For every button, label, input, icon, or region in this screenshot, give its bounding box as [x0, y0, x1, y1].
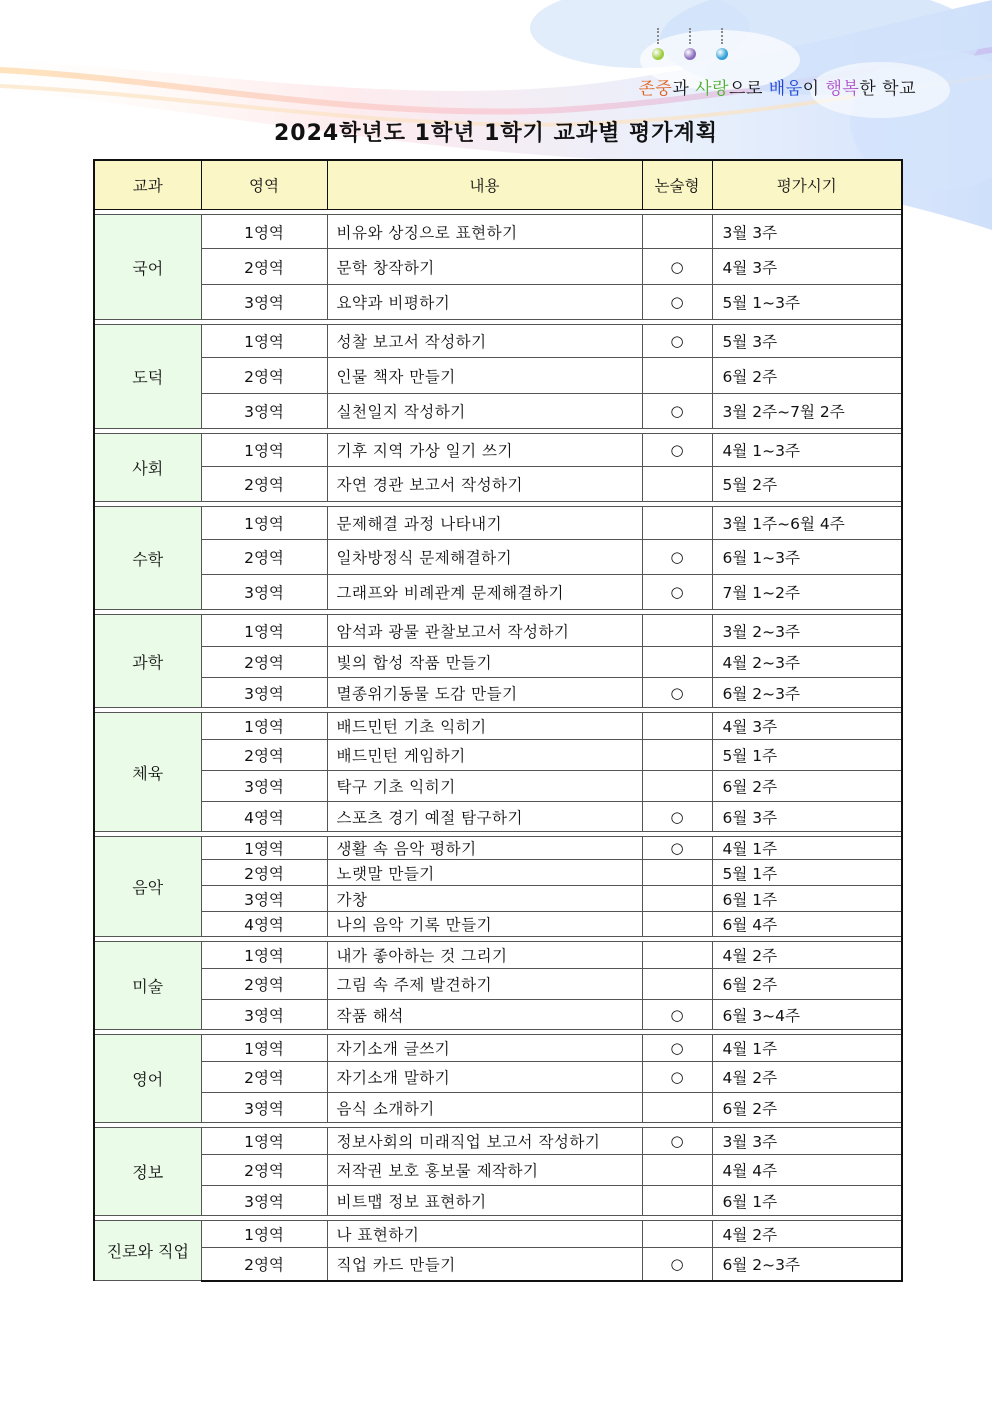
table-row	[94, 1062, 902, 1093]
period-cell: 4월 2주	[712, 942, 902, 969]
area-cell: 1영역	[201, 215, 327, 249]
period-cell: 6월 1주	[712, 1186, 902, 1216]
content-cell: 내가 좋아하는 것 그리기	[327, 942, 642, 969]
content-cell: 나 표현하기	[327, 1221, 642, 1248]
table-row	[94, 434, 902, 467]
table-row	[94, 678, 902, 708]
table-row	[94, 886, 902, 912]
table-row	[94, 912, 902, 937]
content-cell: 직업 카드 만들기	[327, 1248, 642, 1281]
table-row	[94, 771, 902, 802]
essay-circle-icon: ○	[670, 807, 684, 826]
period-cell: 6월 1~3주	[712, 540, 902, 575]
essay-circle-icon: ○	[670, 332, 684, 350]
essay-cell	[642, 325, 712, 358]
area-cell: 2영역	[201, 1248, 327, 1281]
content-cell: 암석과 광물 관찰보고서 작성하기	[327, 615, 642, 647]
period-cell: 5월 1~3주	[712, 285, 902, 320]
slogan-segment: 존중	[638, 79, 673, 99]
area-cell: 2영역	[201, 467, 327, 502]
essay-circle-icon: ○	[670, 1005, 684, 1024]
table-row	[94, 1221, 902, 1248]
area-cell: 2영역	[201, 647, 327, 678]
slogan-segment: 으로	[729, 79, 769, 99]
essay-cell	[642, 1248, 712, 1281]
table-row	[94, 1128, 902, 1155]
hanging-dot-icon	[652, 28, 664, 60]
essay-circle-icon: ○	[670, 683, 684, 702]
essay-cell	[642, 1062, 712, 1093]
content-cell: 음식 소개하기	[327, 1093, 642, 1123]
period-cell: 6월 2~3주	[712, 678, 902, 708]
essay-cell	[642, 1035, 712, 1062]
area-cell: 2영역	[201, 358, 327, 394]
period-cell: 4월 1주	[712, 1035, 902, 1062]
table-row	[94, 802, 902, 832]
content-cell: 가창	[327, 886, 642, 912]
essay-cell	[642, 713, 712, 740]
table-row	[94, 615, 902, 647]
content-cell: 기후 지역 가상 일기 쓰기	[327, 434, 642, 467]
content-cell: 비트맵 정보 표현하기	[327, 1186, 642, 1216]
content-cell: 멸종위기동물 도감 만들기	[327, 678, 642, 708]
table-row	[94, 647, 902, 678]
essay-cell	[642, 886, 712, 912]
table-row	[94, 1186, 902, 1216]
content-cell: 작품 해석	[327, 1000, 642, 1030]
content-cell: 일차방정식 문제해결하기	[327, 540, 642, 575]
essay-cell	[642, 215, 712, 249]
period-cell: 3월 2주~7월 2주	[712, 394, 902, 429]
content-cell: 저작권 보호 홍보물 제작하기	[327, 1155, 642, 1186]
slogan-segment: 사랑	[695, 79, 730, 99]
essay-circle-icon: ○	[670, 293, 684, 311]
essay-cell	[642, 912, 712, 937]
period-cell: 4월 3주	[712, 249, 902, 285]
school-slogan	[638, 74, 916, 99]
table-row	[94, 507, 902, 540]
content-cell: 노랫말 만들기	[327, 860, 642, 886]
slogan-segment: 과	[672, 79, 696, 99]
area-cell: 1영역	[201, 837, 327, 860]
period-cell: 3월 3주	[712, 215, 902, 249]
area-cell: 2영역	[201, 1062, 327, 1093]
content-cell: 그래프와 비례관계 문제해결하기	[327, 575, 642, 610]
essay-cell	[642, 1000, 712, 1030]
period-cell: 6월 2주	[712, 1093, 902, 1123]
hanging-dot-icon	[716, 28, 728, 60]
essay-cell	[642, 1221, 712, 1248]
period-cell: 6월 1주	[712, 886, 902, 912]
essay-circle-icon: ○	[670, 1254, 684, 1273]
essay-cell	[642, 540, 712, 575]
content-cell: 요약과 비평하기	[327, 285, 642, 320]
essay-cell	[642, 507, 712, 540]
essay-cell	[642, 771, 712, 802]
slogan-segment: 이	[802, 79, 826, 99]
content-cell: 자기소개 글쓰기	[327, 1035, 642, 1062]
area-cell: 1영역	[201, 1128, 327, 1155]
content-cell: 배드민턴 게임하기	[327, 740, 642, 771]
period-cell: 4월 3주	[712, 713, 902, 740]
essay-circle-icon: ○	[670, 441, 684, 459]
page-title: 2024학년도 1학년 1학기 교과별 평가계획	[273, 121, 718, 146]
essay-cell	[642, 467, 712, 502]
essay-cell	[642, 860, 712, 886]
area-cell: 1영역	[201, 615, 327, 647]
decorative-dots	[652, 28, 728, 60]
content-cell: 인물 책자 만들기	[327, 358, 642, 394]
table-row	[94, 1248, 902, 1281]
content-cell: 빛의 합성 작품 만들기	[327, 647, 642, 678]
area-cell: 3영역	[201, 1186, 327, 1216]
period-cell: 4월 1~3주	[712, 434, 902, 467]
area-cell: 3영역	[201, 771, 327, 802]
header-content: 내용	[327, 160, 642, 210]
essay-cell	[642, 1128, 712, 1155]
essay-circle-icon: ○	[670, 548, 684, 566]
essay-cell	[642, 1155, 712, 1186]
content-cell: 문제해결 과정 나타내기	[327, 507, 642, 540]
area-cell: 3영역	[201, 575, 327, 610]
content-cell: 비유와 상징으로 표현하기	[327, 215, 642, 249]
essay-circle-icon: ○	[670, 1068, 684, 1086]
essay-cell	[642, 740, 712, 771]
period-cell: 4월 4주	[712, 1155, 902, 1186]
area-cell: 2영역	[201, 1155, 327, 1186]
table-row	[94, 837, 902, 860]
essay-cell	[642, 969, 712, 1000]
area-cell: 1영역	[201, 325, 327, 358]
essay-cell	[642, 285, 712, 320]
content-cell: 문학 창작하기	[327, 249, 642, 285]
essay-cell	[642, 647, 712, 678]
period-cell: 3월 1주~6월 4주	[712, 507, 902, 540]
area-cell: 2영역	[201, 540, 327, 575]
period-cell: 5월 1주	[712, 860, 902, 886]
content-cell: 생활 속 음악 평하기	[327, 837, 642, 860]
area-cell: 1영역	[201, 1035, 327, 1062]
area-cell: 2영역	[201, 740, 327, 771]
subject-cell: 도덕	[94, 325, 201, 429]
subject-cell: 국어	[94, 215, 201, 320]
essay-circle-icon: ○	[670, 583, 684, 601]
table-body	[94, 210, 902, 1281]
essay-cell	[642, 249, 712, 285]
area-cell: 4영역	[201, 802, 327, 832]
table-row	[94, 1093, 902, 1123]
essay-cell	[642, 837, 712, 860]
header-period: 평가시기	[712, 160, 902, 210]
subject-cell: 체육	[94, 713, 201, 832]
table-row	[94, 285, 902, 320]
area-cell: 1영역	[201, 507, 327, 540]
essay-cell	[642, 802, 712, 832]
header-area: 영역	[201, 160, 327, 210]
table-row	[94, 942, 902, 969]
area-cell: 3영역	[201, 394, 327, 429]
area-cell: 3영역	[201, 1000, 327, 1030]
area-cell: 3영역	[201, 285, 327, 320]
essay-cell	[642, 942, 712, 969]
area-cell: 2영역	[201, 249, 327, 285]
area-cell: 3영역	[201, 1093, 327, 1123]
content-cell: 나의 음악 기록 만들기	[327, 912, 642, 937]
content-cell: 탁구 기초 익히기	[327, 771, 642, 802]
area-cell: 2영역	[201, 969, 327, 1000]
period-cell: 6월 2주	[712, 771, 902, 802]
subject-cell: 영어	[94, 1035, 201, 1123]
period-cell: 3월 3주	[712, 1128, 902, 1155]
table-row	[94, 713, 902, 740]
subject-cell: 수학	[94, 507, 201, 610]
table-row	[94, 575, 902, 610]
hanging-dot-icon	[684, 28, 696, 60]
area-cell: 1영역	[201, 713, 327, 740]
slogan-segment: 행복	[825, 79, 860, 99]
content-cell: 자기소개 말하기	[327, 1062, 642, 1093]
table-row	[94, 540, 902, 575]
essay-circle-icon: ○	[670, 257, 684, 276]
subject-cell: 과학	[94, 615, 201, 708]
essay-cell	[642, 434, 712, 467]
table-row	[94, 467, 902, 502]
area-cell: 2영역	[201, 860, 327, 886]
table-row	[94, 860, 902, 886]
period-cell: 4월 2~3주	[712, 647, 902, 678]
area-cell: 4영역	[201, 912, 327, 937]
table-row	[94, 325, 902, 358]
period-cell: 6월 2~3주	[712, 1248, 902, 1281]
area-cell: 3영역	[201, 678, 327, 708]
essay-circle-icon: ○	[670, 1039, 684, 1057]
period-cell: 6월 4주	[712, 912, 902, 937]
table-row	[94, 740, 902, 771]
content-cell: 실천일지 작성하기	[327, 394, 642, 429]
area-cell: 3영역	[201, 886, 327, 912]
content-cell: 자연 경관 보고서 작성하기	[327, 467, 642, 502]
period-cell: 5월 3주	[712, 325, 902, 358]
period-cell: 4월 2주	[712, 1221, 902, 1248]
content-cell: 스포츠 경기 예절 탐구하기	[327, 802, 642, 832]
period-cell: 3월 2~3주	[712, 615, 902, 647]
essay-cell	[642, 358, 712, 394]
table-row	[94, 394, 902, 429]
essay-cell	[642, 1093, 712, 1123]
essay-cell	[642, 1186, 712, 1216]
table-row	[94, 358, 902, 394]
period-cell: 7월 1~2주	[712, 575, 902, 610]
period-cell: 5월 2주	[712, 467, 902, 502]
evaluation-plan-table	[93, 159, 903, 1282]
area-cell: 1영역	[201, 434, 327, 467]
period-cell: 6월 3주	[712, 802, 902, 832]
table-row	[94, 1035, 902, 1062]
table-row	[94, 1155, 902, 1186]
period-cell: 6월 2주	[712, 358, 902, 394]
subject-cell: 사회	[94, 434, 201, 502]
content-cell: 성찰 보고서 작성하기	[327, 325, 642, 358]
content-cell: 배드민턴 기초 익히기	[327, 713, 642, 740]
table-row	[94, 969, 902, 1000]
header-essay: 논술형	[642, 160, 712, 210]
table-header-row	[94, 160, 902, 210]
table-row	[94, 249, 902, 285]
period-cell: 4월 1주	[712, 837, 902, 860]
period-cell: 5월 1주	[712, 740, 902, 771]
content-cell: 정보사회의 미래직업 보고서 작성하기	[327, 1128, 642, 1155]
essay-circle-icon: ○	[670, 839, 684, 857]
area-cell: 1영역	[201, 1221, 327, 1248]
essay-cell	[642, 615, 712, 647]
subject-cell: 진로와 직업	[94, 1221, 201, 1281]
period-cell: 4월 2주	[712, 1062, 902, 1093]
area-cell: 1영역	[201, 942, 327, 969]
header-subject: 교과	[94, 160, 201, 210]
subject-cell: 미술	[94, 942, 201, 1030]
period-cell: 6월 2주	[712, 969, 902, 1000]
table-row	[94, 1000, 902, 1030]
slogan-segment: 한 학교	[859, 79, 916, 99]
essay-cell	[642, 575, 712, 610]
subject-cell: 정보	[94, 1128, 201, 1216]
essay-circle-icon: ○	[670, 402, 684, 420]
essay-cell	[642, 394, 712, 429]
content-cell: 그림 속 주제 발견하기	[327, 969, 642, 1000]
period-cell: 6월 3~4주	[712, 1000, 902, 1030]
slogan-segment: 배움	[768, 79, 803, 99]
subject-cell: 음악	[94, 837, 201, 937]
essay-cell	[642, 678, 712, 708]
table-row	[94, 215, 902, 249]
essay-circle-icon: ○	[670, 1132, 684, 1150]
